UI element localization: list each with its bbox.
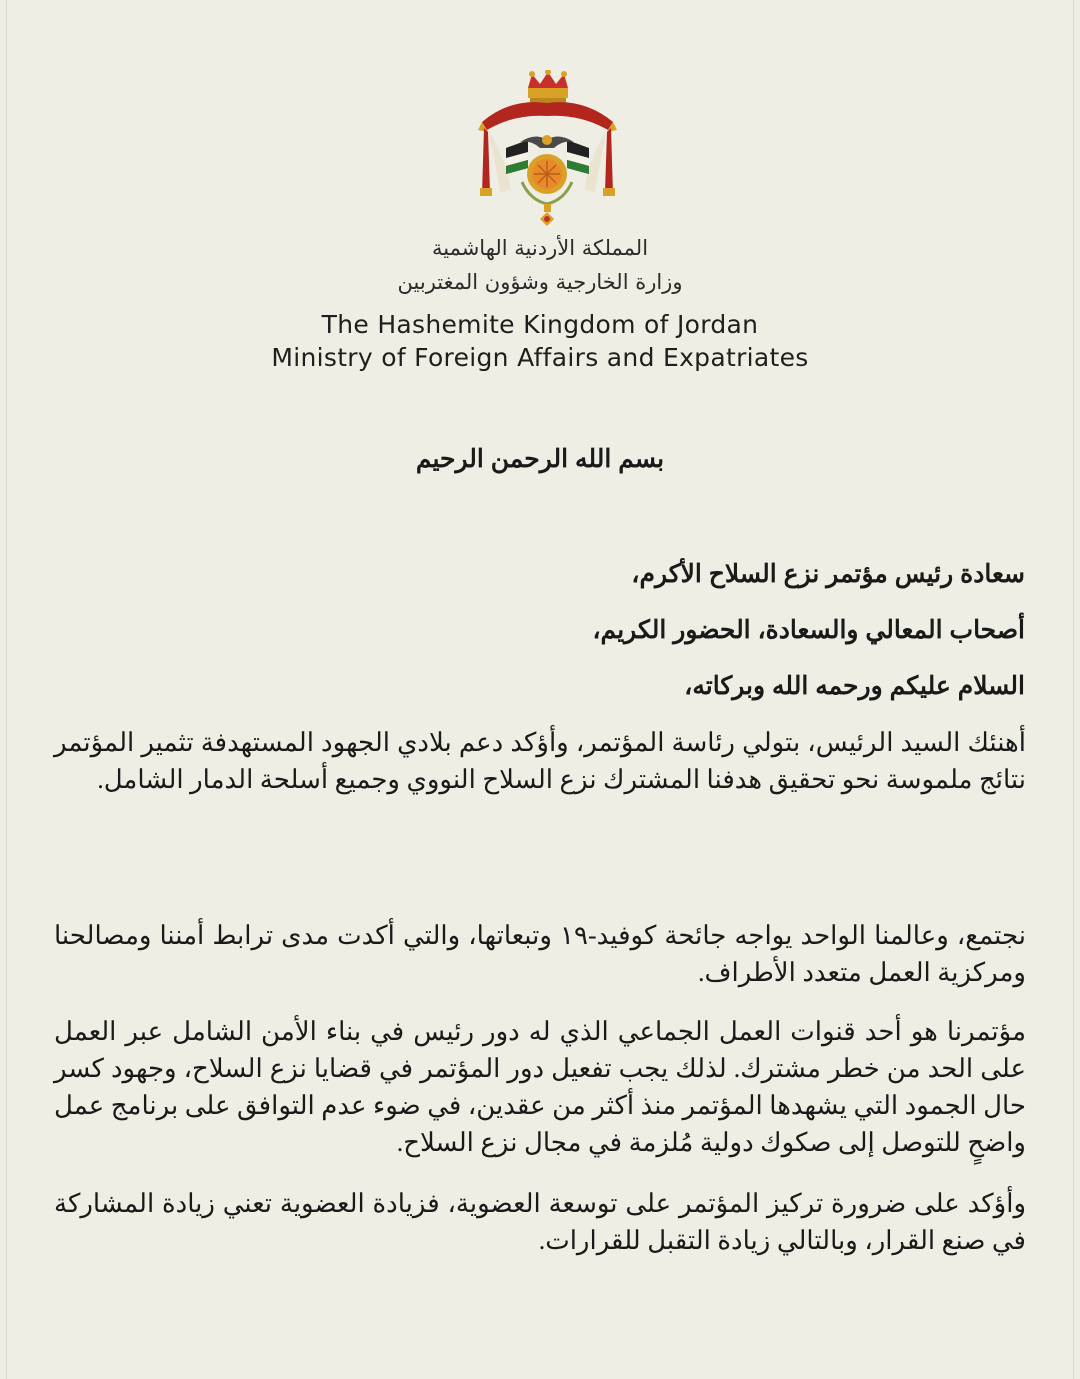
paragraph-covid: نجتمع، وعالمنا الواحد يواجه جائحة كوفيد-١٩ وتبعاتها، والتي أكدت مدى ترابط أمننا ومصالحنا ومركزية العمل متعدد الأطراف.	[54, 921, 1026, 987]
arabic-kingdom-name: المملكة الأردنية الهاشمية	[431, 236, 649, 260]
jordan-coat-of-arms-icon	[470, 70, 625, 228]
english-kingdom-name: The Hashemite Kingdom of Jordan	[321, 310, 759, 339]
salutation-greeting: السلام عليكم ورحمه الله وبركاته،	[684, 672, 1025, 700]
page-edge-right	[1073, 0, 1074, 1379]
salutation-president: سعادة رئيس مؤتمر نزع السلاح الأكرم،	[631, 560, 1025, 588]
salutation-excellencies: أصحاب المعالي والسعادة، الحضور الكريم،	[592, 616, 1025, 644]
basmala: بسم الله الرحمن الرحيم	[415, 445, 665, 473]
page-edge-left	[6, 0, 7, 1379]
arabic-ministry-name: وزارة الخارجية وشؤون المغتربين	[397, 270, 683, 294]
paragraph-congratulations: أهنئك السيد الرئيس، بتولي رئاسة المؤتمر، وأؤكد دعم بلادي الجهود المستهدفة تثمير المؤتمر نتائج ملموسة نحو تحقيق هدفنا المشترك نزع السلاح النووي وجميع أسلحة الدمار الشامل.	[54, 728, 1026, 794]
paragraph-membership: وأؤكد على ضرورة تركيز المؤتمر على توسعة العضوية، فزيادة العضوية تعني زيادة المشاركة في صنع القرار، وبالتالي زيادة التقبل للقرارات.	[54, 1189, 1026, 1255]
paragraph-conference-role: مؤتمرنا هو أحد قنوات العمل الجماعي الذي له دور رئيس في بناء الأمن الشامل عبر العمل على الحد من خطر مشترك. لذلك يجب تفعيل دور المؤتمر في قضايا نزع السلاح، وجهود كسر حال الجمود التي يشهدها المؤتمر منذ أكثر من عقدين، في ضوء عدم التوافق على برنامج عمل واضحٍ للتوصل إلى صكوك دولية مُلزمة في مجال نزع السلاح.	[54, 1017, 1026, 1157]
english-ministry-name: Ministry of Foreign Affairs and Expatriates	[271, 343, 809, 372]
